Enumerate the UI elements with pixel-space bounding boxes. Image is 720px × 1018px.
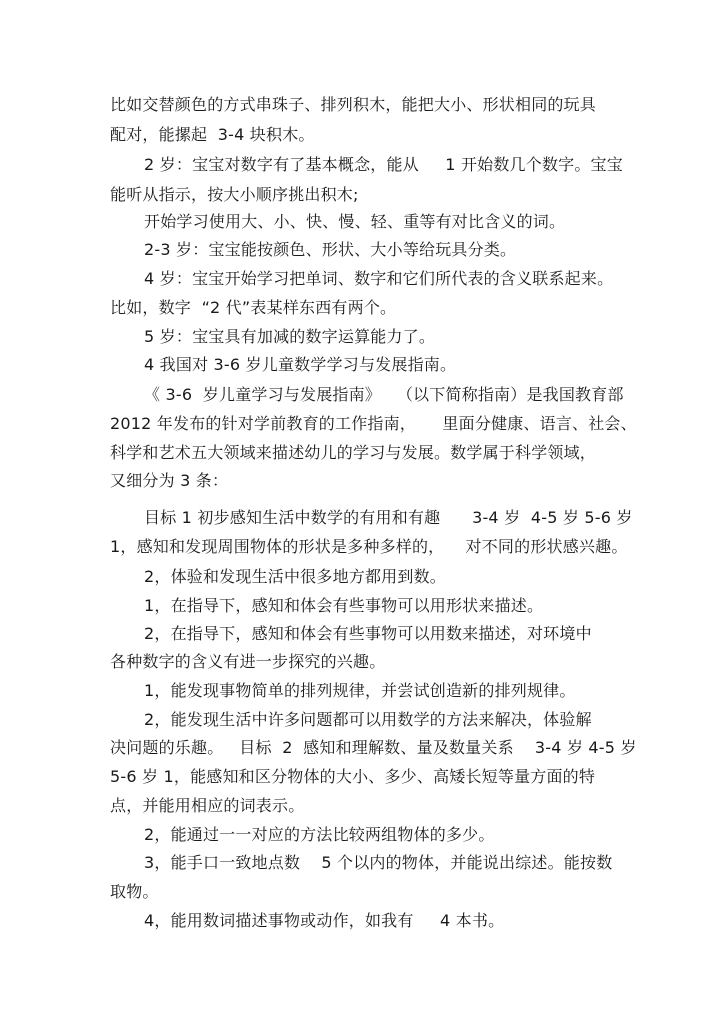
text-line: 比如，数字 “2 代”表某样东西有两个。 xyxy=(110,298,397,317)
text-line: 2，体验和发现生活中很多地方都用到数。 xyxy=(144,567,446,586)
text-line: 5 岁：宝宝具有加减的数字运算能力了。 xyxy=(144,327,436,346)
text-line: 目标 1 初步感知生活中数学的有用和有趣 3-4 岁 4-5 岁 5-6 岁 xyxy=(144,508,633,527)
text-line: 1，在指导下，感知和体会有些事物可以用形状来描述。 xyxy=(144,596,544,615)
text-line: 决问题的乐趣。 目标 2 感知和理解数、量及数量关系 3-4 岁 4-5 岁 xyxy=(110,738,637,757)
text-line: 各种数字的含义有进一步探究的兴趣。 xyxy=(110,652,386,671)
text-line: 2，能通过一一对应的方法比较两组物体的多少。 xyxy=(144,825,495,844)
text-line: 2，在指导下，感知和体会有些事物可以用数来描述，对环境中 xyxy=(144,624,592,643)
text-line: 2012 年发布的针对学前教育的工作指南， 里面分健康、语言、社会、 xyxy=(110,414,637,433)
text-line: 配对，能摞起 3-4 块积木。 xyxy=(110,125,315,144)
text-line: 2，能发现生活中许多问题都可以用数学的方法来解决，体验解 xyxy=(144,710,592,729)
text-line: 取物。 xyxy=(110,882,159,901)
text-line: 4 我国对 3-6 岁儿童数学学习与发展指南。 xyxy=(144,355,457,374)
text-line: 5-6 岁 1，能感知和区分物体的大小、多少、高矮长短等量方面的特 xyxy=(110,767,596,786)
text-line: 1，能发现事物简单的排列规律，并尝试创造新的排列规律。 xyxy=(144,681,576,700)
text-line: 2 岁：宝宝对数字有了基本概念，能从 1 开始数几个数字。宝宝 xyxy=(144,155,623,174)
text-line: 1，感知和发现周围物体的形状是多种多样的， 对不同的形状感兴趣。 xyxy=(110,537,628,556)
text-line: 科学和艺术五大领域来描述幼儿的学习与发展。数学属于科学领域， xyxy=(110,443,597,462)
text-line: 又细分为 3 条： xyxy=(110,471,229,490)
text-line: 3，能手口一致地点数 5 个以内的物体，并能说出综述。能按数 xyxy=(144,853,613,872)
text-line: 《 3-6 岁儿童学习与发展指南》 （以下简称指南）是我国教育部 xyxy=(144,385,624,404)
text-line: 点，并能用相应的词表示。 xyxy=(110,796,305,815)
text-line: 比如交替颜色的方式串珠子、排列积木，能把大小、形状相同的玩具 xyxy=(110,95,597,114)
text-line: 4 岁：宝宝开始学习把单词、数字和它们所代表的含义联系起来。 xyxy=(144,269,614,288)
text-line: 能听从指示，按大小顺序挑出积木; xyxy=(110,185,359,204)
text-line: 开始学习使用大、小、快、慢、轻、重等有对比含义的词。 xyxy=(144,212,566,231)
text-line: 4，能用数词描述事物或动作，如我有 4 本书。 xyxy=(144,911,505,930)
text-line: 2-3 岁：宝宝能按颜色、形状、大小等给玩具分类。 xyxy=(144,240,517,259)
